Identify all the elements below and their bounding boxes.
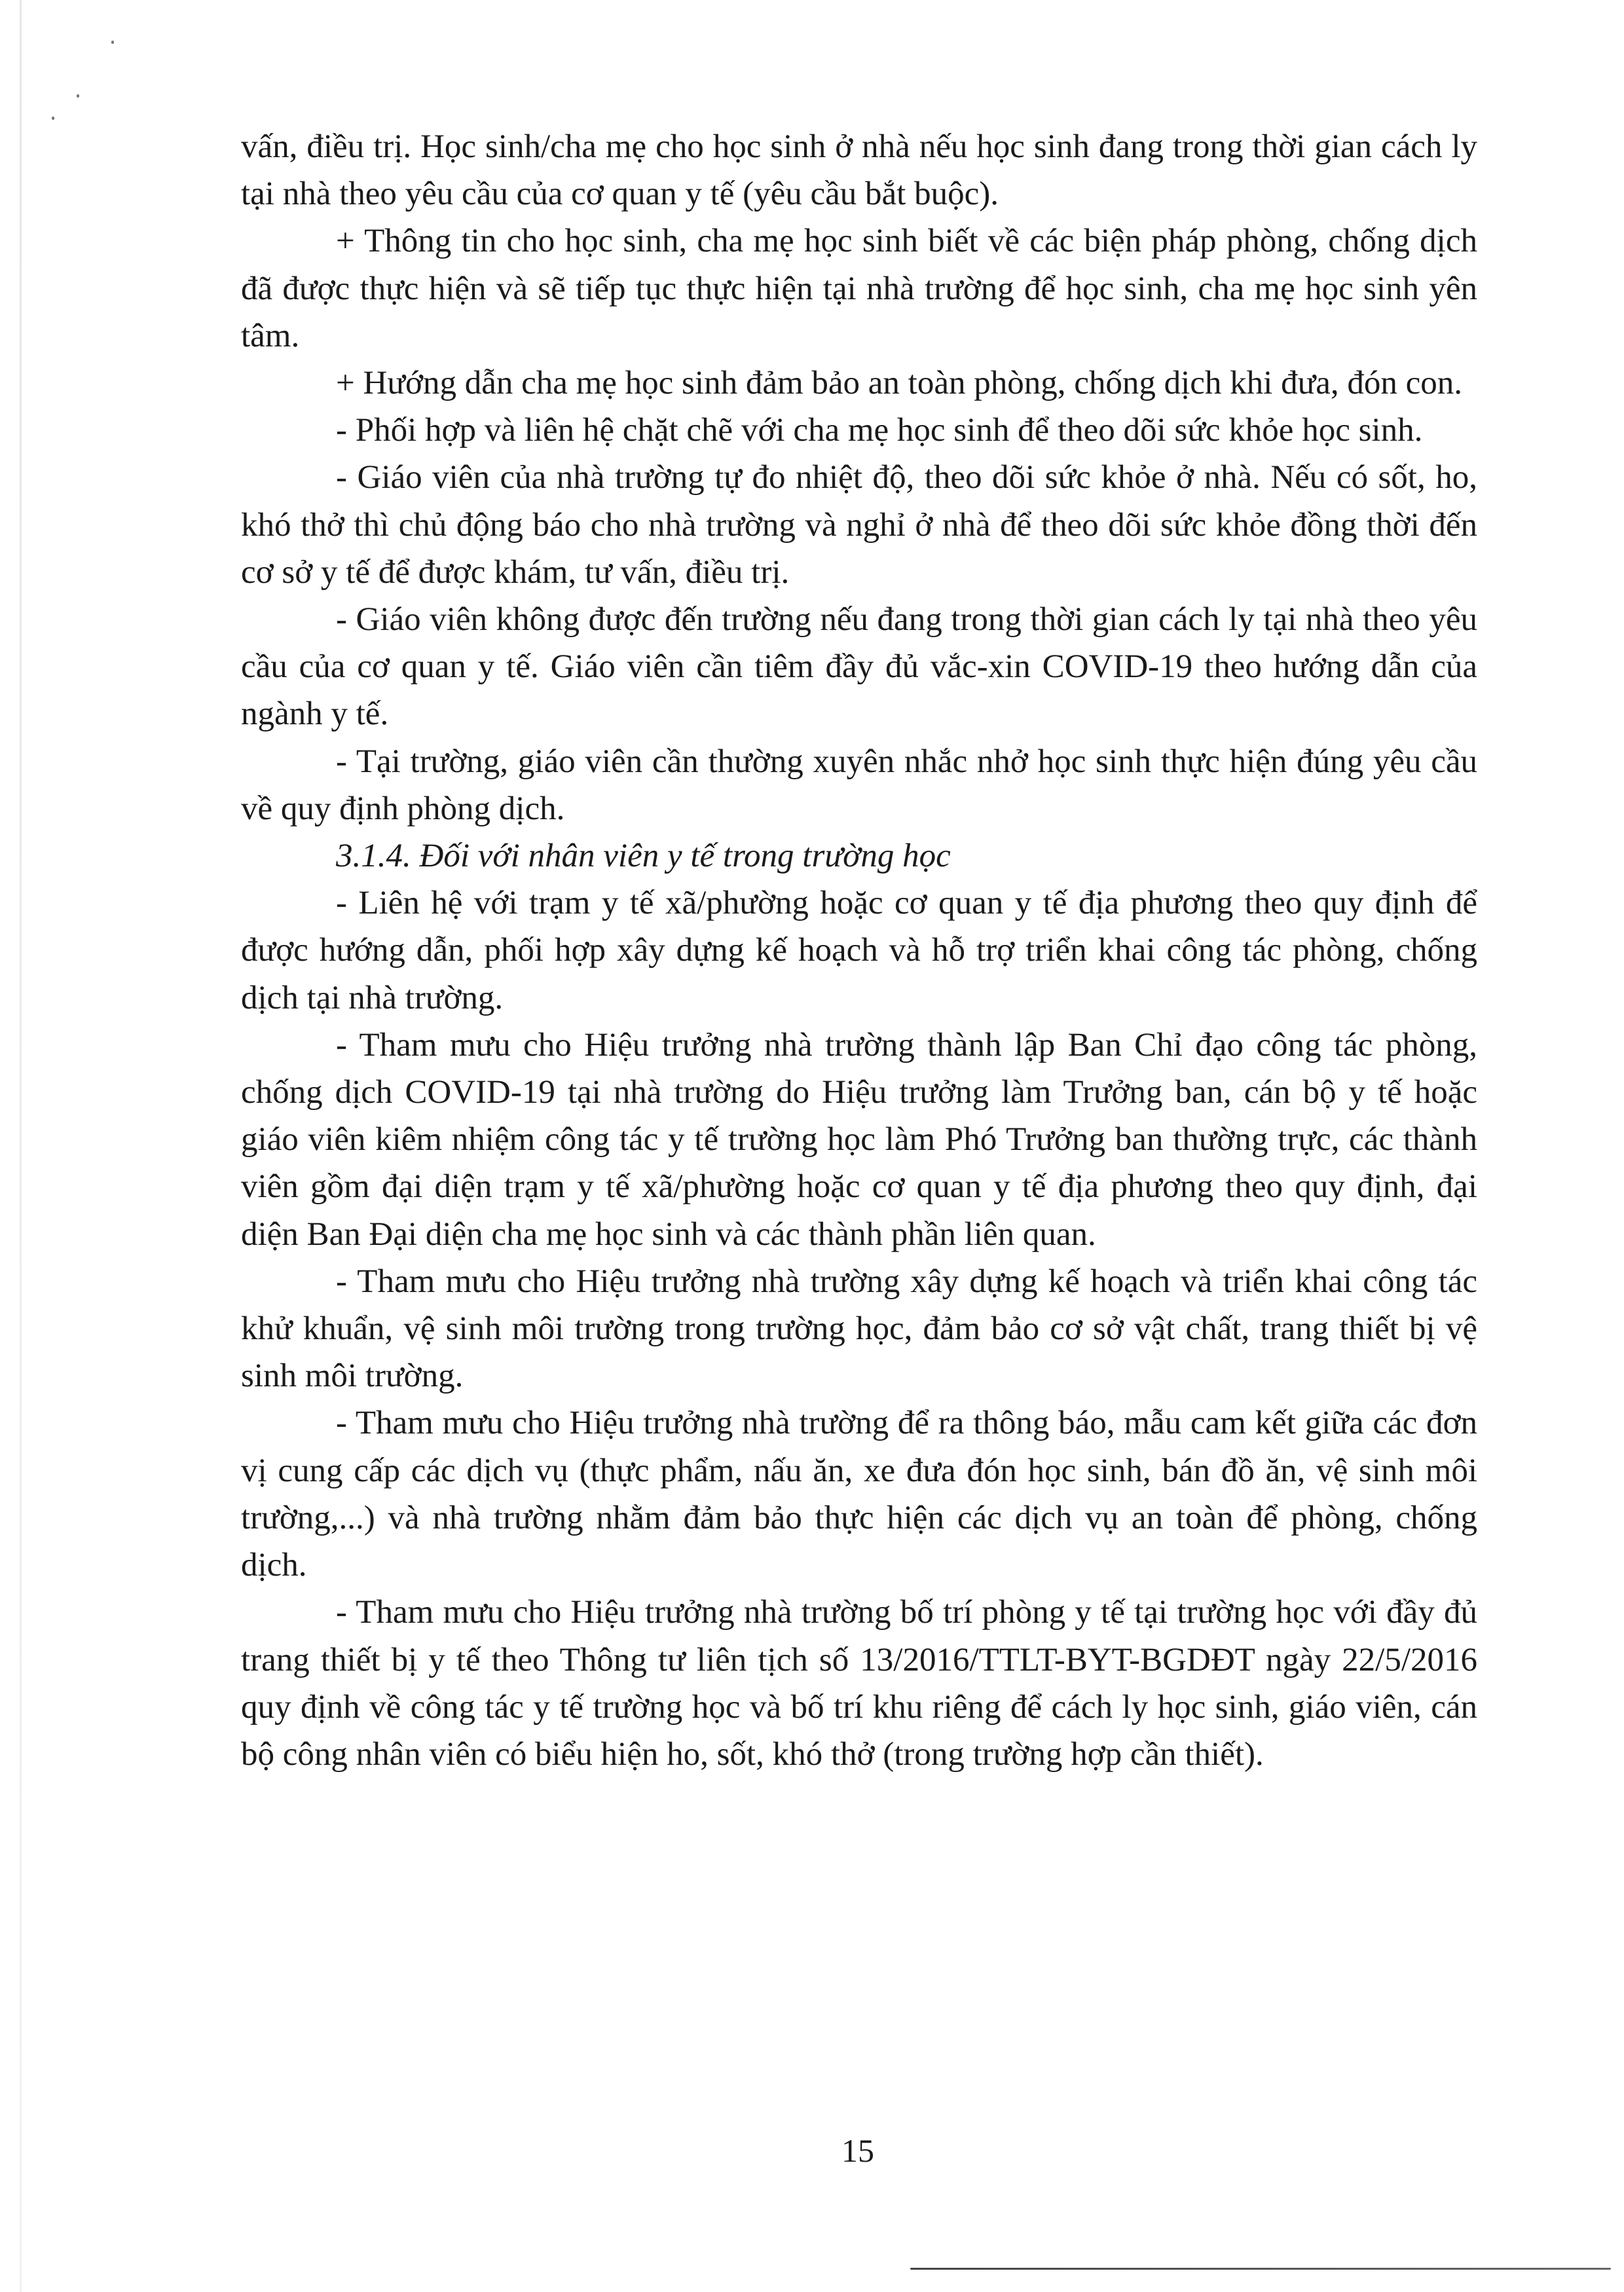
footer-rule-line bbox=[910, 2268, 1611, 2270]
scan-speck bbox=[52, 117, 54, 120]
document-body bbox=[241, 123, 1477, 1778]
section-heading-3-1-4: 3.1.4. Đối với nhân viên y tế trong trường học bbox=[336, 838, 951, 875]
paragraph-teacher-reminders: - Tại trường, giáo viên cần thường xuyên nhắc nhở học sinh thực hiện đúng yêu cầu về quy định phòng dịch. bbox=[241, 743, 1477, 827]
scan-speck bbox=[77, 94, 79, 98]
paragraph-teacher-quarantine: - Giáo viên không được đến trường nếu đang trong thời gian cách ly tại nhà theo yêu cầu của cơ quan y tế. Giáo viên cần tiêm đầy đủ vắc-xin COVID-19 theo hướng dẫn của ngành y tế. bbox=[241, 601, 1477, 733]
paragraph-inform-students: + Thông tin cho học sinh, cha mẹ học sinh biết về các biện pháp phòng, chống dịch đã được thực hiện và sẽ tiếp tục thực hiện tại nhà trường để học sinh, cha mẹ học sinh yên tâm. bbox=[241, 223, 1477, 354]
paragraph-steering-committee: - Tham mưu cho Hiệu trưởng nhà trường thành lập Ban Chỉ đạo công tác phòng, chống dịch COVID-19 tại nhà trường do Hiệu trưởng làm Trưởng ban, cán bộ y tế hoặc giáo viên kiêm nhiệm công tác y tế trường học làm Phó Trưởng ban thường trực, các thành viên gồm đại diện trạm y tế xã/phường hoặc cơ quan y tế địa phương theo quy định, đại diện Ban Đại diện cha mẹ học sinh và các thành phần liên quan. bbox=[241, 1026, 1477, 1253]
scan-edge-shadow bbox=[20, 0, 22, 2292]
paragraph-disinfection-plan: - Tham mưu cho Hiệu trưởng nhà trường xây dựng kế hoạch và triển khai công tác khử khuẩn, vệ sinh môi trường trong trường học, đảm bảo cơ sở vật chất, trang thiết bị vệ sinh môi trường. bbox=[241, 1263, 1477, 1395]
page-number: 15 bbox=[841, 2132, 874, 2169]
paragraph-service-commitment: - Tham mưu cho Hiệu trưởng nhà trường để ra thông báo, mẫu cam kết giữa các đơn vị cung cấp các dịch vụ (thực phẩm, nấu ăn, xe đưa đón học sinh, bán đồ ăn, vệ sinh môi trường,...) và nhà trường nhằm đảm bảo thực hiện các dịch vụ an toàn để phòng, chống dịch. bbox=[241, 1405, 1477, 1584]
paragraph-teacher-self-check: - Giáo viên của nhà trường tự đo nhiệt độ, theo dõi sức khỏe ở nhà. Nếu có sốt, ho, khó thở thì chủ động báo cho nhà trường và nghỉ ở nhà để theo dõi sức khỏe đồng thời đến cơ sở y tế để được khám, tư vấn, điều trị. bbox=[241, 459, 1477, 591]
paragraph-contact-health-station: - Liên hệ với trạm y tế xã/phường hoặc cơ quan y tế địa phương theo quy định để được hướng dẫn, phối hợp xây dựng kế hoạch và hỗ trợ triển khai công tác phòng, chống dịch tại nhà trường. bbox=[241, 885, 1477, 1016]
paragraph-guide-parents: + Hướng dẫn cha mẹ học sinh đảm bảo an toàn phòng, chống dịch khi đưa, đón con. bbox=[336, 365, 1462, 402]
paragraph-medical-room: - Tham mưu cho Hiệu trưởng nhà trường bố trí phòng y tế tại trường học với đầy đủ trang thiết bị y tế theo Thông tư liên tịch số 13/2016/TTLT-BYT-BGDĐT ngày 22/5/2016 quy định về công tác y tế trường học và bố trí khu riêng để cách ly học sinh, giáo viên, cán bộ công nhân viên có biểu hiện ho, sốt, khó thở (trong trường hợp cần thiết). bbox=[241, 1594, 1477, 1773]
paragraph-continuation: vấn, điều trị. Học sinh/cha mẹ cho học sinh ở nhà nếu học sinh đang trong thời gian cách ly tại nhà theo yêu cầu của cơ quan y tế (yêu cầu bắt buộc). bbox=[241, 128, 1477, 213]
paragraph-coordinate-parents: - Phối hợp và liên hệ chặt chẽ với cha mẹ học sinh để theo dõi sức khỏe học sinh. bbox=[336, 412, 1423, 449]
scan-speck bbox=[111, 41, 114, 44]
